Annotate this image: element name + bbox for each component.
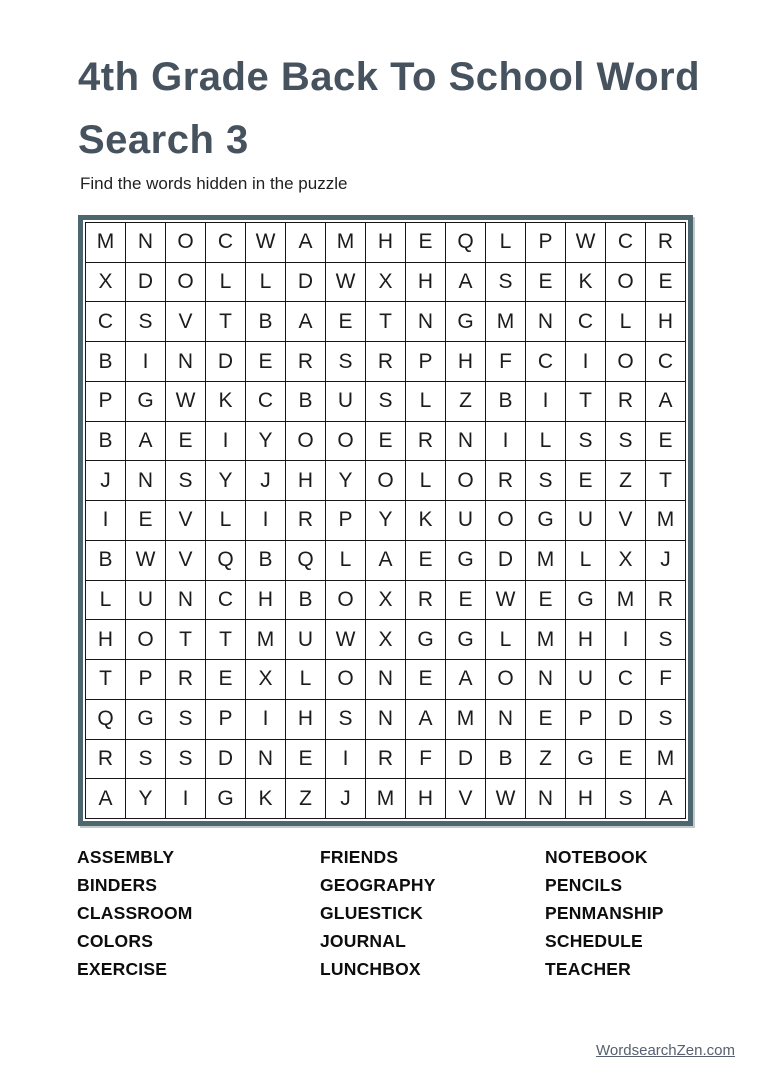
grid-cell: G xyxy=(566,581,606,621)
grid-cell: A xyxy=(126,422,166,462)
word-list-item: PENMANSHIP xyxy=(545,903,664,923)
grid-cell: Y xyxy=(326,461,366,501)
grid-cell: L xyxy=(486,223,526,263)
grid-cell: S xyxy=(126,740,166,780)
grid-cell: N xyxy=(126,461,166,501)
grid-cell: P xyxy=(206,700,246,740)
grid-cell: H xyxy=(646,302,686,342)
grid-cell: H xyxy=(86,620,126,660)
grid-cell: Q xyxy=(86,700,126,740)
grid-cell: L xyxy=(486,620,526,660)
puzzle-grid-frame xyxy=(78,215,693,826)
grid-cell: W xyxy=(326,263,366,303)
grid-cell: W xyxy=(246,223,286,263)
grid-cell: X xyxy=(366,581,406,621)
grid-cell: L xyxy=(606,302,646,342)
grid-cell: B xyxy=(86,342,126,382)
grid-cell: N xyxy=(126,223,166,263)
grid-cell: X xyxy=(246,660,286,700)
grid-cell: I xyxy=(486,422,526,462)
grid-cell: S xyxy=(166,740,206,780)
grid-cell: S xyxy=(646,620,686,660)
grid-cell: E xyxy=(446,581,486,621)
grid-cell: I xyxy=(566,342,606,382)
grid-cell: Z xyxy=(526,740,566,780)
word-list-item: LUNCHBOX xyxy=(320,959,421,979)
grid-cell: A xyxy=(286,302,326,342)
grid-cell: N xyxy=(166,342,206,382)
grid-cell: H xyxy=(286,700,326,740)
grid-cell: P xyxy=(86,382,126,422)
grid-cell: O xyxy=(486,501,526,541)
grid-cell: S xyxy=(326,700,366,740)
grid-cell: S xyxy=(606,422,646,462)
grid-cell: E xyxy=(646,422,686,462)
grid-cell: U xyxy=(326,382,366,422)
grid-cell: U xyxy=(566,660,606,700)
grid-cell: E xyxy=(286,740,326,780)
grid-cell: S xyxy=(606,779,646,819)
grid-cell: L xyxy=(526,422,566,462)
grid-cell: H xyxy=(246,581,286,621)
grid-cell: H xyxy=(286,461,326,501)
grid-cell: H xyxy=(446,342,486,382)
grid-cell: P xyxy=(566,700,606,740)
page-title: 4th Grade Back To School Word Search 3 xyxy=(78,55,700,162)
grid-cell: O xyxy=(366,461,406,501)
grid-cell: M xyxy=(606,581,646,621)
grid-cell: L xyxy=(206,263,246,303)
word-list-item: GEOGRAPHY xyxy=(320,875,436,895)
grid-cell: P xyxy=(326,501,366,541)
grid-cell: N xyxy=(486,700,526,740)
grid-cell: I xyxy=(166,779,206,819)
grid-cell: C xyxy=(606,223,646,263)
grid-cell: B xyxy=(486,382,526,422)
grid-cell: M xyxy=(486,302,526,342)
word-list-item: JOURNAL xyxy=(320,931,406,951)
grid-cell: R xyxy=(646,581,686,621)
grid-cell: T xyxy=(86,660,126,700)
word-list-item: BINDERS xyxy=(77,875,158,895)
grid-cell: C xyxy=(206,581,246,621)
grid-cell: M xyxy=(246,620,286,660)
grid-cell: C xyxy=(526,342,566,382)
grid-cell: O xyxy=(606,342,646,382)
grid-cell: K xyxy=(406,501,446,541)
word-list-item: ASSEMBLY xyxy=(77,847,175,867)
grid-cell: V xyxy=(166,541,206,581)
grid-cell: O xyxy=(606,263,646,303)
grid-cell: O xyxy=(126,620,166,660)
grid-cell: N xyxy=(446,422,486,462)
grid-cell: I xyxy=(86,501,126,541)
grid-cell: E xyxy=(566,461,606,501)
grid-cell: N xyxy=(406,302,446,342)
grid-cell: O xyxy=(166,263,206,303)
grid-cell: R xyxy=(606,382,646,422)
grid-cell: A xyxy=(366,541,406,581)
word-list-item: NOTEBOOK xyxy=(545,847,648,867)
grid-cell: D xyxy=(126,263,166,303)
grid-cell: Z xyxy=(286,779,326,819)
grid-cell: N xyxy=(526,302,566,342)
grid-cell: Y xyxy=(206,461,246,501)
grid-cell: P xyxy=(526,223,566,263)
grid-cell: C xyxy=(606,660,646,700)
grid-cell: U xyxy=(126,581,166,621)
grid-cell: H xyxy=(566,779,606,819)
grid-cell: E xyxy=(126,501,166,541)
grid-cell: I xyxy=(206,422,246,462)
grid-cell: J xyxy=(646,541,686,581)
grid-cell: M xyxy=(366,779,406,819)
grid-cell: G xyxy=(406,620,446,660)
grid-cell: E xyxy=(406,660,446,700)
grid-cell: G xyxy=(446,302,486,342)
grid-cell: E xyxy=(526,581,566,621)
grid-cell: B xyxy=(486,740,526,780)
grid-cell: V xyxy=(446,779,486,819)
grid-cell: E xyxy=(206,660,246,700)
grid-cell: B xyxy=(286,581,326,621)
grid-cell: L xyxy=(566,541,606,581)
grid-cell: M xyxy=(446,700,486,740)
grid-cell: R xyxy=(486,461,526,501)
grid-cell: U xyxy=(286,620,326,660)
grid-cell: O xyxy=(326,422,366,462)
grid-cell: X xyxy=(366,263,406,303)
grid-cell: B xyxy=(286,382,326,422)
grid-cell: Q xyxy=(446,223,486,263)
grid-cell: W xyxy=(566,223,606,263)
grid-cell: E xyxy=(166,422,206,462)
grid-cell: R xyxy=(166,660,206,700)
grid-cell: A xyxy=(446,263,486,303)
grid-cell: E xyxy=(526,700,566,740)
grid-cell: L xyxy=(86,581,126,621)
grid-cell: D xyxy=(446,740,486,780)
grid-cell: R xyxy=(366,740,406,780)
grid-cell: B xyxy=(86,541,126,581)
grid-cell: E xyxy=(526,263,566,303)
grid-cell: M xyxy=(526,620,566,660)
grid-cell: E xyxy=(366,422,406,462)
footer-site-link[interactable]: WordsearchZen.com xyxy=(596,1042,735,1059)
grid-cell: A xyxy=(286,223,326,263)
grid-cell: H xyxy=(566,620,606,660)
grid-cell: P xyxy=(406,342,446,382)
grid-cell: R xyxy=(366,342,406,382)
grid-cell: A xyxy=(646,779,686,819)
grid-cell: R xyxy=(286,342,326,382)
grid-cell: N xyxy=(166,581,206,621)
grid-cell: S xyxy=(486,263,526,303)
grid-cell: N xyxy=(366,700,406,740)
grid-cell: L xyxy=(326,541,366,581)
grid-cell: C xyxy=(206,223,246,263)
grid-cell: R xyxy=(406,422,446,462)
word-list-item: COLORS xyxy=(77,931,154,951)
grid-cell: W xyxy=(486,581,526,621)
grid-cell: K xyxy=(246,779,286,819)
grid-cell: V xyxy=(606,501,646,541)
grid-cell: S xyxy=(366,382,406,422)
grid-cell: B xyxy=(86,422,126,462)
word-list-item: SCHEDULE xyxy=(545,931,643,951)
word-list-item: EXERCISE xyxy=(77,959,168,979)
grid-cell: E xyxy=(326,302,366,342)
grid-cell: C xyxy=(246,382,286,422)
grid-cell: J xyxy=(326,779,366,819)
grid-cell: L xyxy=(246,263,286,303)
grid-cell: E xyxy=(246,342,286,382)
grid-cell: G xyxy=(206,779,246,819)
grid-cell: S xyxy=(566,422,606,462)
grid-cell: W xyxy=(326,620,366,660)
grid-cell: M xyxy=(326,223,366,263)
grid-cell: B xyxy=(246,541,286,581)
grid-cell: N xyxy=(366,660,406,700)
word-list-column xyxy=(77,843,193,983)
grid-cell: I xyxy=(526,382,566,422)
grid-cell: R xyxy=(646,223,686,263)
grid-cell: S xyxy=(166,700,206,740)
grid-cell: U xyxy=(446,501,486,541)
grid-cell: Q xyxy=(206,541,246,581)
grid-cell: O xyxy=(486,660,526,700)
grid-cell: O xyxy=(326,581,366,621)
grid-cell: X xyxy=(606,541,646,581)
grid-cell: S xyxy=(646,700,686,740)
grid-cell: Z xyxy=(446,382,486,422)
grid-cell: F xyxy=(646,660,686,700)
grid-cell: W xyxy=(126,541,166,581)
grid-cell: A xyxy=(86,779,126,819)
grid-cell: I xyxy=(246,700,286,740)
grid-cell: G xyxy=(526,501,566,541)
grid-cell: O xyxy=(286,422,326,462)
grid-cell: W xyxy=(166,382,206,422)
grid-cell: S xyxy=(326,342,366,382)
grid-cell: E xyxy=(406,541,446,581)
grid-cell: X xyxy=(86,263,126,303)
grid-cell: N xyxy=(526,660,566,700)
grid-cell: U xyxy=(566,501,606,541)
word-list-column xyxy=(545,843,664,983)
word-list-column xyxy=(320,843,436,983)
grid-cell: G xyxy=(126,700,166,740)
grid-cell: N xyxy=(246,740,286,780)
grid-cell: Q xyxy=(286,541,326,581)
grid-cell: M xyxy=(646,501,686,541)
grid-cell: E xyxy=(406,223,446,263)
grid-cell: L xyxy=(406,461,446,501)
puzzle-grid xyxy=(85,222,686,819)
grid-cell: D xyxy=(286,263,326,303)
grid-cell: S xyxy=(166,461,206,501)
grid-cell: G xyxy=(446,541,486,581)
grid-cell: C xyxy=(566,302,606,342)
grid-cell: V xyxy=(166,302,206,342)
grid-cell: F xyxy=(406,740,446,780)
page-subtitle: Find the words hidden in the puzzle xyxy=(80,174,348,193)
grid-cell: T xyxy=(206,302,246,342)
grid-cell: P xyxy=(126,660,166,700)
grid-cell: T xyxy=(566,382,606,422)
grid-cell: T xyxy=(206,620,246,660)
grid-cell: F xyxy=(486,342,526,382)
grid-cell: B xyxy=(246,302,286,342)
grid-cell: J xyxy=(86,461,126,501)
grid-cell: C xyxy=(646,342,686,382)
grid-cell: C xyxy=(86,302,126,342)
grid-cell: H xyxy=(406,263,446,303)
grid-cell: H xyxy=(366,223,406,263)
grid-cell: J xyxy=(246,461,286,501)
grid-cell: T xyxy=(166,620,206,660)
grid-cell: T xyxy=(366,302,406,342)
grid-cell: M xyxy=(526,541,566,581)
grid-cell: M xyxy=(86,223,126,263)
grid-cell: X xyxy=(366,620,406,660)
grid-cell: S xyxy=(126,302,166,342)
grid-cell: G xyxy=(566,740,606,780)
grid-cell: I xyxy=(606,620,646,660)
grid-cell: A xyxy=(406,700,446,740)
grid-cell: G xyxy=(126,382,166,422)
grid-cell: S xyxy=(526,461,566,501)
grid-cell: A xyxy=(646,382,686,422)
grid-cell: A xyxy=(446,660,486,700)
grid-cell: O xyxy=(446,461,486,501)
grid-cell: K xyxy=(566,263,606,303)
grid-cell: G xyxy=(446,620,486,660)
grid-cell: Y xyxy=(126,779,166,819)
word-list-item: GLUESTICK xyxy=(320,903,423,923)
grid-cell: W xyxy=(486,779,526,819)
grid-cell: D xyxy=(606,700,646,740)
grid-cell: K xyxy=(206,382,246,422)
grid-cell: E xyxy=(646,263,686,303)
word-list-item: FRIENDS xyxy=(320,847,399,867)
grid-cell: E xyxy=(606,740,646,780)
word-list-item: TEACHER xyxy=(545,959,631,979)
grid-cell: L xyxy=(406,382,446,422)
grid-cell: T xyxy=(646,461,686,501)
grid-cell: D xyxy=(486,541,526,581)
grid-cell: R xyxy=(406,581,446,621)
word-list-item: CLASSROOM xyxy=(77,903,193,923)
grid-cell: N xyxy=(526,779,566,819)
grid-cell: D xyxy=(206,342,246,382)
grid-cell: M xyxy=(646,740,686,780)
grid-cell: Y xyxy=(246,422,286,462)
grid-cell: I xyxy=(126,342,166,382)
grid-cell: L xyxy=(206,501,246,541)
grid-cell: R xyxy=(86,740,126,780)
grid-cell: O xyxy=(166,223,206,263)
grid-cell: I xyxy=(246,501,286,541)
grid-cell: Z xyxy=(606,461,646,501)
grid-cell: Y xyxy=(366,501,406,541)
grid-cell: I xyxy=(326,740,366,780)
grid-cell: L xyxy=(286,660,326,700)
grid-cell: V xyxy=(166,501,206,541)
word-list-item: PENCILS xyxy=(545,875,623,895)
grid-cell: R xyxy=(286,501,326,541)
grid-cell: O xyxy=(326,660,366,700)
grid-cell: H xyxy=(406,779,446,819)
grid-cell: D xyxy=(206,740,246,780)
